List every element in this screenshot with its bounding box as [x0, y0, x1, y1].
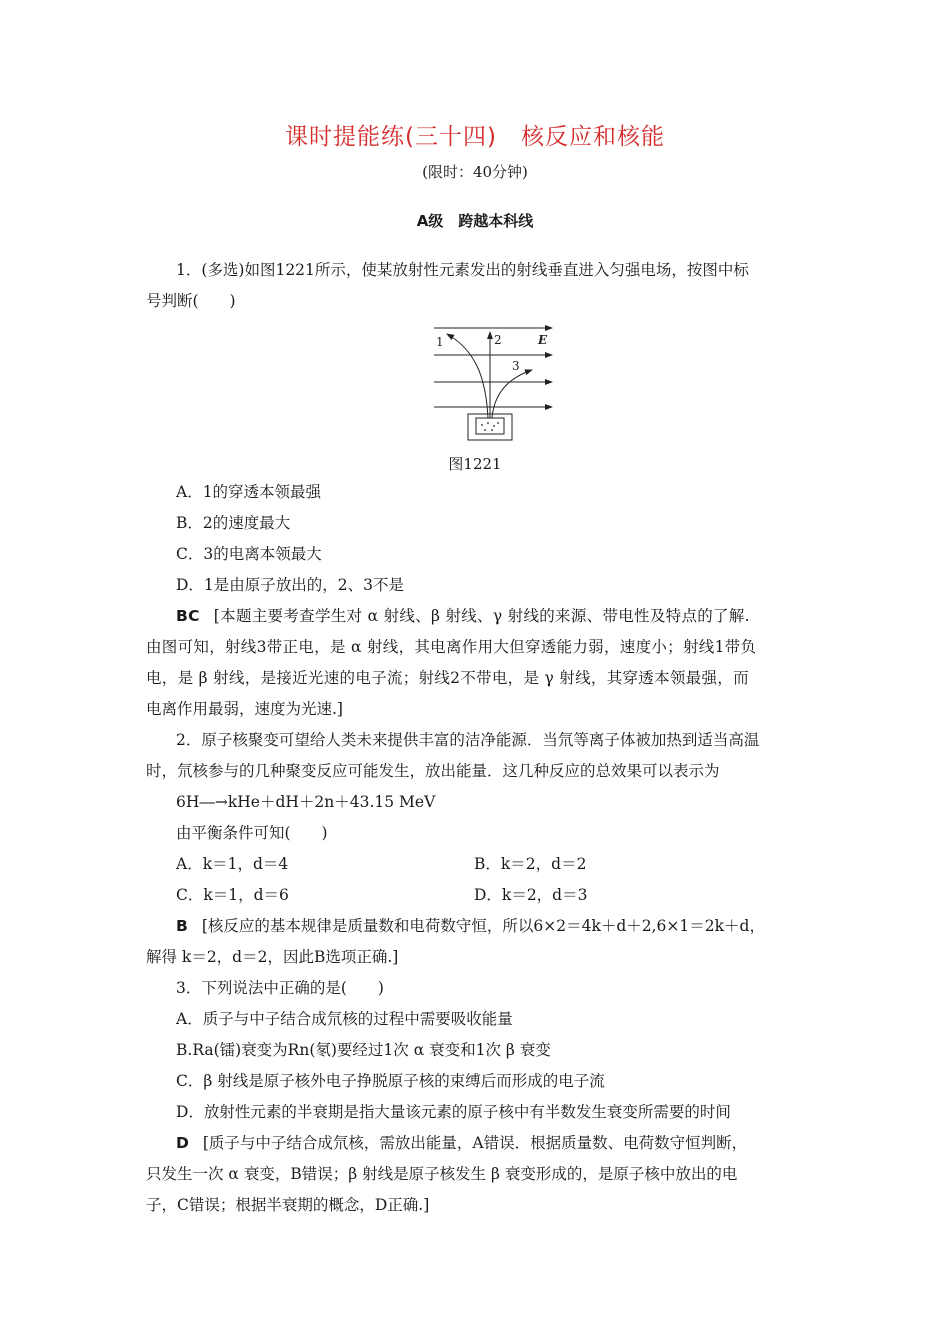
q1-explanation-line1: [176, 604, 750, 626]
ray-2-label: 2: [494, 333, 502, 347]
q2-explanation-line1: [176, 914, 765, 936]
q2-stem-line2: 时，氘核参与的几种聚变反应可能发生，放出能量．这几种反应的总效果可以表示为: [146, 762, 720, 780]
q1-answer: BC: [176, 607, 200, 625]
q2-explanation-line2: 解得 k＝2，d＝2，因此B选项正确.]: [146, 948, 399, 966]
q2-answer: B: [176, 917, 188, 935]
q1-explanation-text: [本题主要考查学生对 α 射线、β 射线、γ 射线的来源、带电性及特点的了解.: [213, 607, 750, 625]
ray-3-label: 3: [512, 359, 520, 373]
q3-option-c: C．β 射线是原子核外电子挣脱原子核的束缚后而形成的电子流: [176, 1072, 605, 1090]
q3-option-a: A．质子与中子结合成氘核的过程中需要吸收能量: [176, 1010, 513, 1028]
q2-option-d: D．k＝2，d＝3: [474, 886, 588, 904]
q2-stem-line1: 2．原子核聚变可望给人类未来提供丰富的洁净能源．当氘等离子体被加热到适当高温: [176, 731, 760, 749]
q1-stem-line2: 号判断( ): [146, 292, 236, 310]
q3-option-d: D．放射性元素的半衰期是指大量该元素的原子核中有半数发生衰变所需要的时间: [176, 1103, 731, 1121]
q1-explanation-line2: 由图可知，射线3带正电，是 α 射线，其电离作用大但穿透能力弱，速度小；射线1带负: [146, 638, 757, 656]
q3-explanation-line2: 只发生一次 α 衰变，B错误；β 射线是原子核发生 β 衰变形成的，是原子核中放出的电: [146, 1165, 738, 1183]
q2-option-c: C．k＝1，d＝6: [176, 886, 289, 904]
q3-answer: D: [176, 1134, 189, 1152]
q3-option-b: B.Ra(镭)衰变为Rn(氡)要经过1次 α 衰变和1次 β 衰变: [176, 1041, 551, 1059]
section-heading: A级 跨越本科线: [416, 212, 534, 230]
q2-option-a: A．k＝1，d＝4: [176, 855, 289, 873]
ray-1-path: [447, 334, 488, 418]
q3-explanation-text: [质子与中子结合成氘核，需放出能量，A错误．根据质量数、电荷数守恒判断，: [202, 1134, 748, 1152]
ray-3-path: [492, 370, 532, 418]
field-lines: [434, 328, 552, 407]
q3-explanation-line1: [176, 1131, 747, 1153]
field-E-label: E: [538, 333, 548, 347]
q3-stem: 3．下列说法中正确的是( ): [176, 979, 384, 997]
q1-option-c: C．3的电离本领最大: [176, 545, 322, 563]
q3-explanation-line3: 子，C错误；根据半衰期的概念，D正确.]: [146, 1196, 430, 1214]
page-title: 课时提能练(三十四) 核反应和核能: [285, 124, 665, 150]
q1-explanation-line4: 电离作用最弱，速度为光速.]: [146, 700, 343, 718]
time-limit: (限时：40分钟): [422, 163, 528, 181]
q1-explanation-line3: 电，是 β 射线，是接近光速的电子流；射线2不带电，是 γ 射线，其穿透本领最强，而: [146, 669, 749, 687]
q2-stem-line3: 由平衡条件可知( ): [176, 824, 328, 842]
q1-stem-line1: 1．(多选)如图1221所示，使某放射性元素发出的射线垂直进入匀强电场，按图中标: [176, 261, 749, 279]
q2-explanation-text: [核反应的基本规律是质量数和电荷数守恒，所以6×2＝4k＋d＋2,6×1＝2k＋d，: [201, 917, 765, 935]
q2-equation: 6H―→kHe＋dH＋2n＋43.15 MeV: [176, 793, 436, 811]
q1-option-b: B．2的速度最大: [176, 514, 291, 532]
q1-option-d: D．1是由原子放出的，2、3不是: [176, 576, 405, 594]
q2-option-b: B．k＝2，d＝2: [474, 855, 587, 873]
q1-option-a: A．1的穿透本领最强: [176, 483, 322, 501]
q1-figure: [430, 322, 556, 444]
ray-1-label: 1: [436, 335, 444, 349]
source-box-inner: [476, 418, 504, 434]
q1-figure-caption: 图1221: [448, 455, 502, 473]
source-dots: [481, 422, 499, 431]
